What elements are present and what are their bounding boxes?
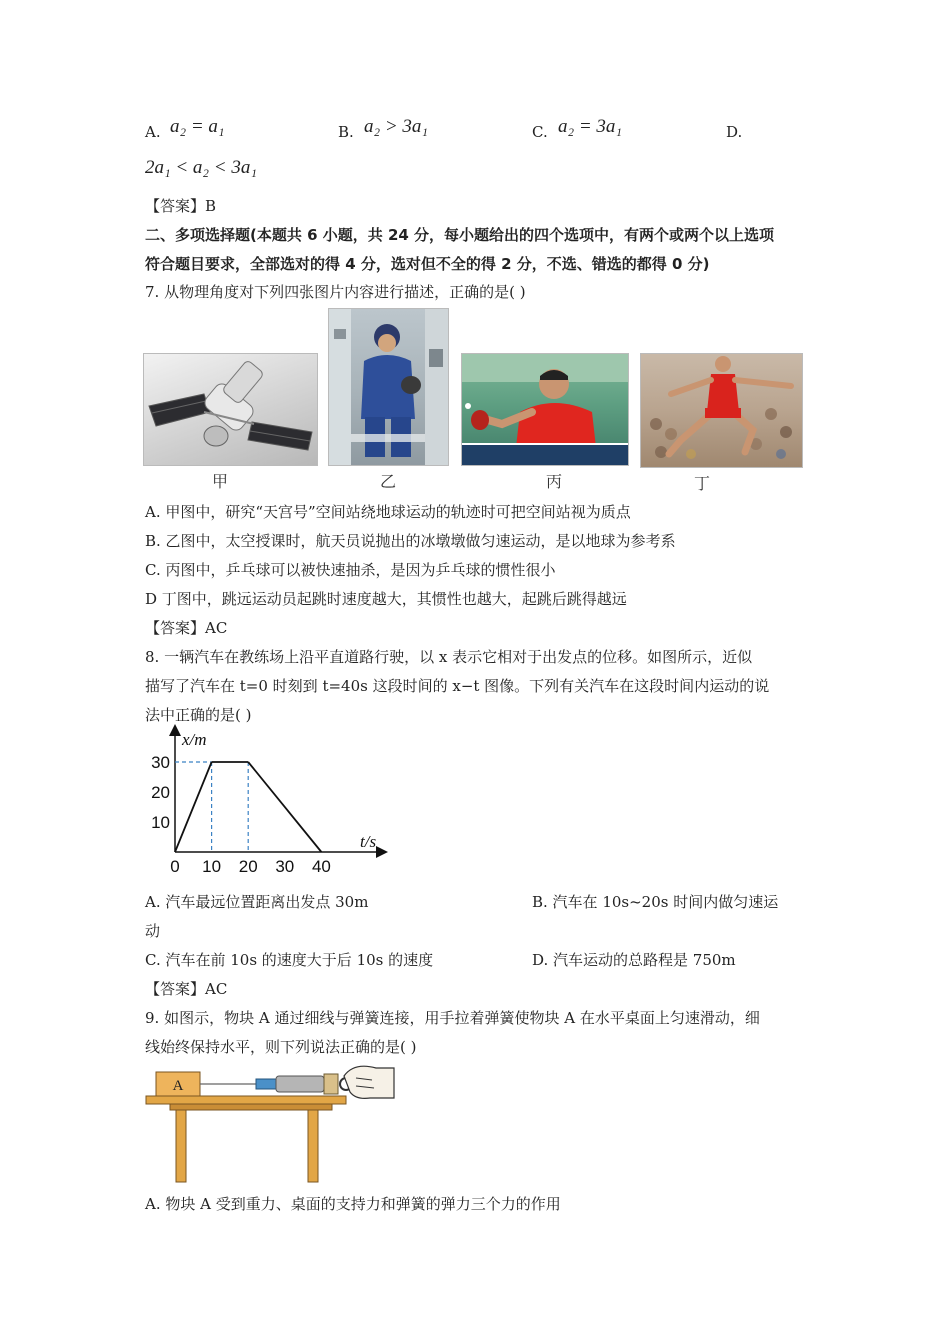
spring-hook bbox=[256, 1079, 276, 1089]
astronaut-illustration bbox=[329, 309, 448, 465]
q8-option-d: D. 汽车运动的总路程是 750m bbox=[532, 951, 736, 969]
x-tick-label-10: 10 bbox=[202, 857, 222, 876]
section2-heading-line1: 二、多项选择题(本题共 6 小题，共 24 分，每小题给出的四个选项中，有两个或两个以上选项 bbox=[145, 226, 775, 244]
table-tennis-illustration bbox=[462, 354, 628, 465]
q7-stem: 7. 从物理角度对下列四张图片内容进行描述，正确的是( ) bbox=[145, 283, 526, 301]
table-spring-diagram bbox=[140, 1062, 400, 1187]
table-leg-right bbox=[308, 1110, 318, 1182]
photo-space-station bbox=[143, 353, 318, 466]
x-tick-label-30: 30 bbox=[275, 857, 295, 876]
q6-option-c-expr: a₂ = 3a₁ bbox=[558, 116, 623, 137]
x-tick-label-20: 20 bbox=[238, 857, 258, 876]
y-tick-label-10: 10 bbox=[151, 813, 170, 832]
q8-option-b-line1: B. 汽车在 10s~20s 时间内做匀速运 bbox=[532, 893, 779, 911]
photo-astronaut bbox=[328, 308, 449, 466]
q8-answer: 【答案】AC bbox=[145, 980, 228, 998]
caption-jia: 甲 bbox=[212, 472, 229, 491]
q6-option-a-letter: A. bbox=[145, 123, 161, 141]
caption-bing: 丙 bbox=[546, 472, 563, 491]
q8-stem-line1: 8. 一辆汽车在教练场上沿平直道路行驶，以 x 表示它相对于出发点的位移。如图所示，近似 bbox=[145, 648, 753, 666]
q6-option-c-letter: C. bbox=[532, 123, 548, 141]
section2-heading-line2: 符合题目要求，全部选对的得 4 分，选对但不全的得 2 分，不选、错选的都得 0 分) bbox=[145, 255, 710, 273]
spring-scale-cap bbox=[324, 1074, 338, 1094]
caption-ding: 丁 bbox=[694, 474, 711, 493]
table-leg-left bbox=[176, 1110, 186, 1182]
q6-option-b-letter: B. bbox=[338, 123, 354, 141]
series-segment-0 bbox=[175, 762, 212, 852]
x-axis-label: t/s bbox=[360, 832, 377, 851]
q8-stem-line3: 法中正确的是( ) bbox=[145, 706, 252, 724]
space-station-illustration bbox=[144, 354, 317, 465]
q9-stem-line2: 线始终保持水平，则下列说法正确的是( ) bbox=[145, 1038, 417, 1056]
spring-scale-body bbox=[276, 1076, 324, 1092]
table-apron bbox=[170, 1104, 332, 1110]
q6-option-a-expr: a₂ = a₁ bbox=[170, 116, 225, 137]
q8-option-a: A. 汽车最远位置距离出发点 30m bbox=[145, 893, 369, 911]
q9-option-a: A. 物块 A 受到重力、桌面的支持力和弹簧的弹力三个力的作用 bbox=[145, 1195, 561, 1213]
q7-option-a: A. 甲图中，研究“天宫号”空间站绕地球运动的轨迹时可把空间站视为质点 bbox=[145, 503, 631, 521]
q6-option-d-expr: 2a₁ < a₂ < 3a₁ bbox=[145, 157, 257, 178]
q6-option-d-letter: D. bbox=[726, 123, 743, 141]
q8-option-b-line2: 动 bbox=[145, 922, 161, 940]
q8-option-c: C. 汽车在前 10s 的速度大于后 10s 的速度 bbox=[145, 951, 434, 969]
photo-long-jump bbox=[640, 353, 803, 468]
q8-stem-line2: 描写了汽车在 t=0 时刻到 t=40s 这段时间的 x−t 图像。下列有关汽车在这段时间内运动的说 bbox=[145, 677, 770, 695]
xt-chart bbox=[140, 722, 400, 887]
q6-answer: 【答案】B bbox=[145, 197, 217, 215]
q7-answer: 【答案】AC bbox=[145, 619, 228, 637]
q7-option-d: D 丁图中，跳远运动员起跳时速度越大，其惯性也越大，起跳后跳得越远 bbox=[145, 590, 627, 608]
q7-option-b: B. 乙图中，太空授课时，航天员说抛出的冰墩墩做匀速运动，是以地球为参考系 bbox=[145, 532, 676, 550]
q6-option-b-expr: a₂ > 3a₁ bbox=[364, 116, 429, 137]
y-tick-label-30: 30 bbox=[151, 753, 170, 772]
y-tick-label-20: 20 bbox=[151, 783, 170, 802]
long-jump-illustration bbox=[641, 354, 802, 467]
caption-yi: 乙 bbox=[380, 472, 397, 491]
q9-stem-line1: 9. 如图示，物块 A 通过细线与弹簧连接，用手拉着弹簧使物块 A 在水平桌面上匀速滑动，细 bbox=[145, 1009, 760, 1027]
q7-option-c: C. 丙图中，乒乓球可以被快速抽杀，是因为乒乓球的惯性很小 bbox=[145, 561, 556, 579]
table-top bbox=[146, 1096, 346, 1104]
y-axis-label: x/m bbox=[182, 730, 207, 749]
series-segment-2 bbox=[248, 762, 321, 852]
photo-table-tennis bbox=[461, 353, 629, 466]
x-tick-label-40: 40 bbox=[311, 857, 331, 876]
hand bbox=[344, 1066, 394, 1098]
x-tick-label-0: 0 bbox=[170, 857, 180, 876]
block-a-label: A bbox=[172, 1078, 184, 1094]
